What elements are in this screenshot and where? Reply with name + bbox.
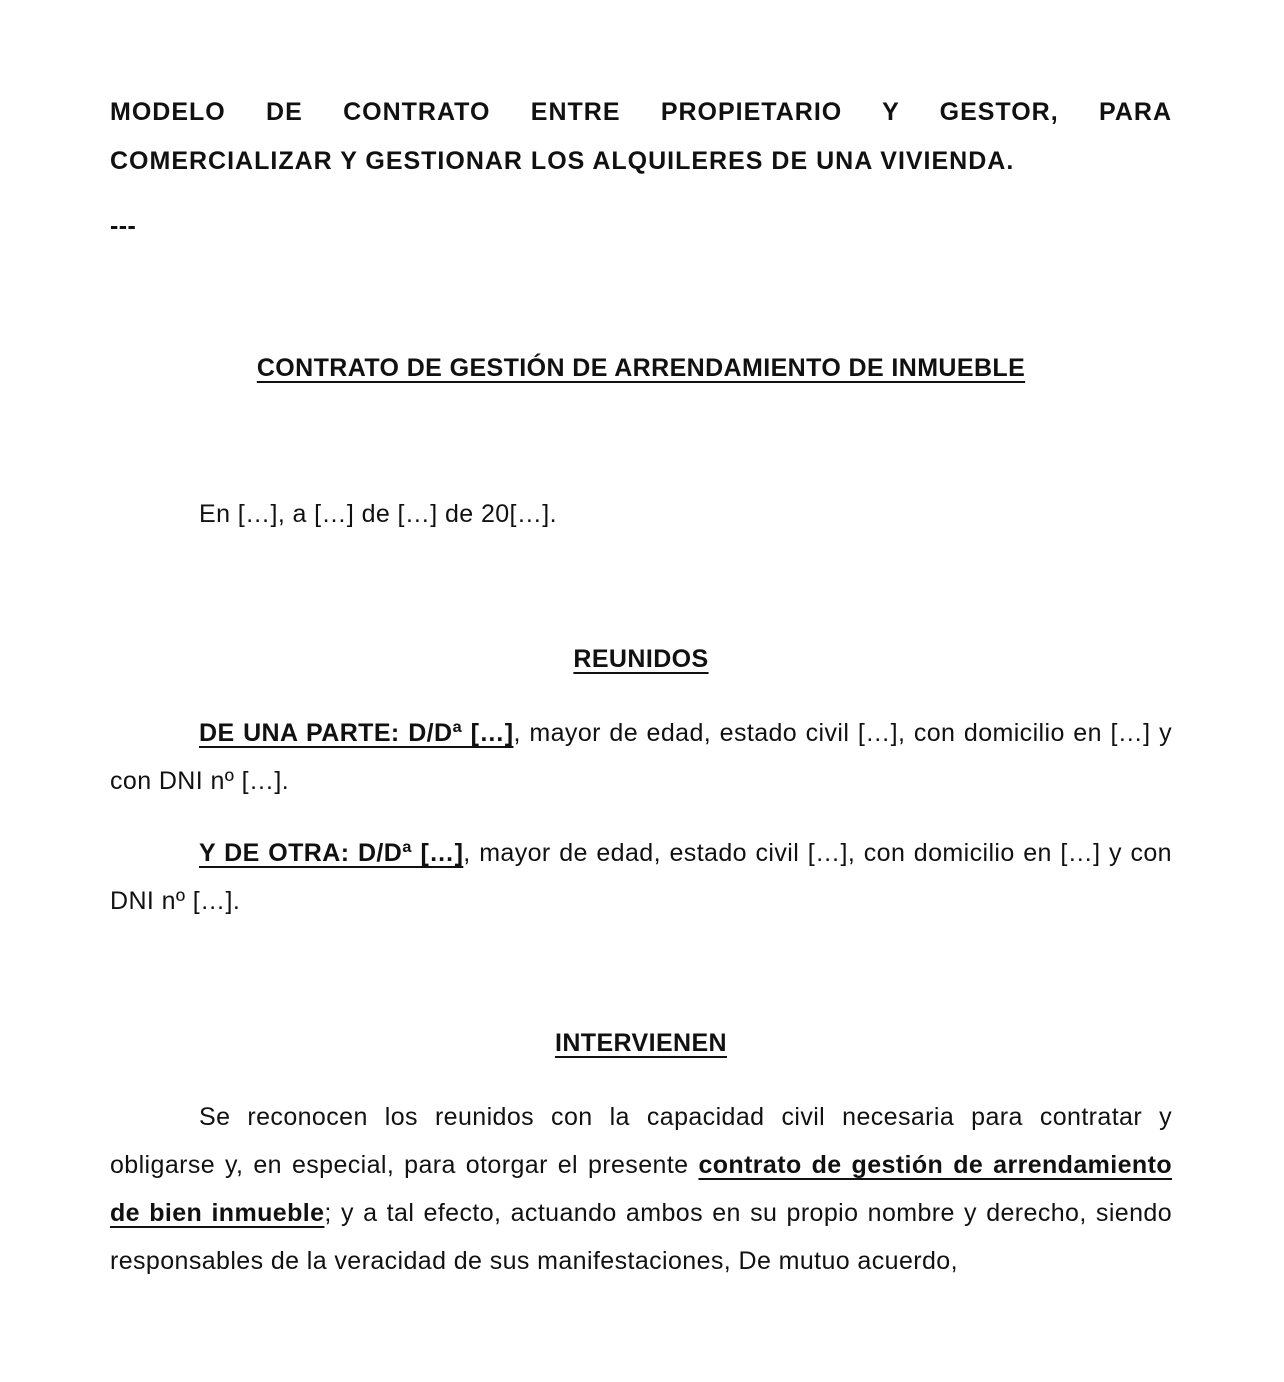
reunidos-heading-wrap [110, 645, 1172, 674]
party-one-text: , mayor de edad, estado civil […], con domicilio en […] y con DNI nº […]. [110, 719, 1172, 795]
contract-heading-wrap [110, 354, 1172, 383]
place-date: En […], a […] de […] de 20[…]. [199, 500, 557, 528]
intervienen-emphasis: contrato de gestión de arrendamiento de bien inmueble [110, 1151, 1172, 1227]
reunidos-heading: REUNIDOS [573, 645, 709, 673]
intervienen-text-after: ; y a tal efecto, actuando ambos en su propio nombre y derecho, siendo responsables de la veracidad de sus manifestaciones, De mutuo acuerdo, [110, 1199, 1172, 1275]
title-line-2: COMERCIALIZAR Y GESTIONAR LOS ALQUILERES DE UNA VIVIENDA. [110, 147, 1015, 175]
title-line-1: MODELO DE CONTRATO ENTRE PROPIETARIO Y GESTOR, PARA [110, 98, 1172, 126]
party-two-paragraph [110, 829, 1172, 925]
contract-heading: CONTRATO DE GESTIÓN DE ARRENDAMIENTO DE INMUEBLE [256, 354, 1026, 382]
party-two-text: , mayor de edad, estado civil […], con domicilio en […] y con DNI nº […]. [110, 839, 1172, 915]
separator: --- [110, 212, 137, 240]
intervienen-text-before: Se reconocen los reunidos con la capacidad civil necesaria para contratar y obligarse y, en especial, para otorgar el presente [110, 1103, 1172, 1179]
party-one-paragraph [110, 709, 1172, 805]
intervienen-paragraph [110, 1093, 1172, 1285]
party-two-label: Y DE OTRA: D/Dª […] [199, 839, 464, 867]
intervienen-heading-wrap [110, 1029, 1172, 1058]
document-title [110, 88, 1172, 186]
party-one-label: DE UNA PARTE: D/Dª […] [199, 719, 514, 747]
intervienen-heading: INTERVIENEN [554, 1029, 728, 1057]
